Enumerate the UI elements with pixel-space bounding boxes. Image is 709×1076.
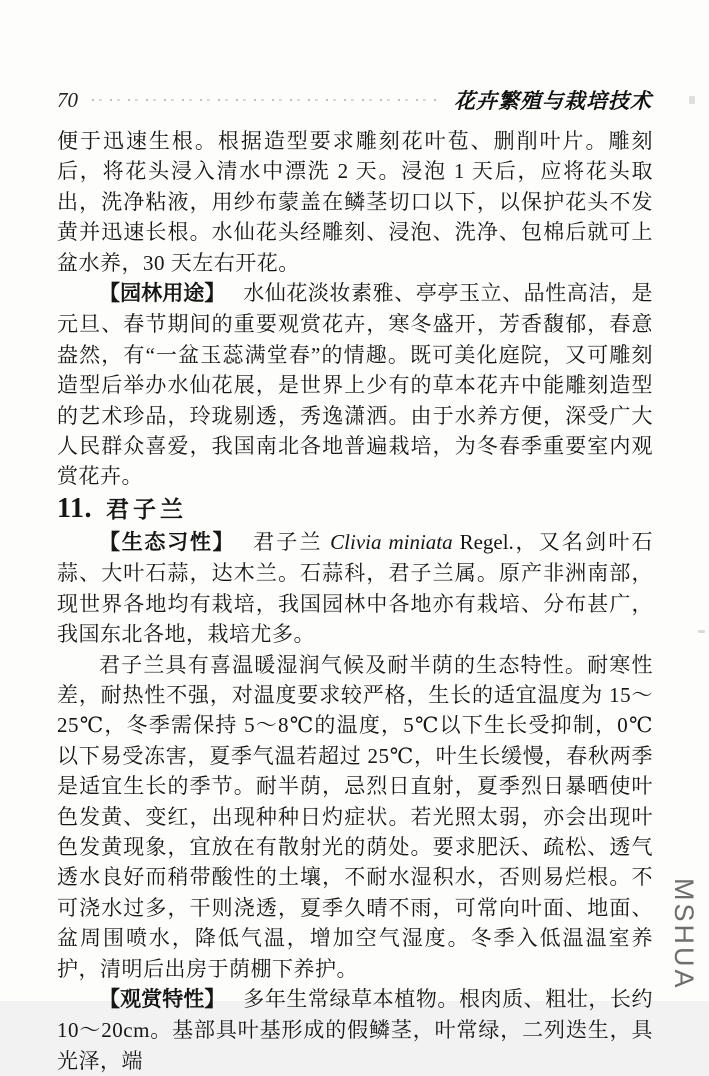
paragraph-ornamental-text: 多年生常绿草本植物。根肉质、粗壮，长约 10～20cm。基部具叶基形成的假鳞茎，叶常绿，二列迭生，具光泽，端 — [57, 986, 654, 1073]
scan-artifact — [698, 630, 705, 633]
section-heading-clivia — [57, 492, 653, 527]
label-ecological-habit: 【生态习性】 — [99, 530, 236, 554]
latin-author-name: Regel. — [452, 529, 514, 554]
paragraph-ecological-lead: 君子兰 — [253, 529, 331, 554]
paragraph-growth-conditions: 君子兰具有喜温暖湿润气候及耐半荫的生态特性。耐寒性差，耐热性不强，对温度要求较严格，生长的适宜温度为 15～25℃，冬季需保持 5～8℃的温度，5℃以下生长受抑制，0℃以下易受冻害，夏季气温若超过 25℃，叶生长缓慢，春秋两季是适宜生长的季节。耐半荫，忌烈日直射，夏季烈日暴晒使叶色发黄、变红，出现种种日灼症状。若光照太弱，亦会出现叶色发黄现象，宜放在有散射光的荫处。要求肥沃、疏松、透气透水良好而稍带酸性的土壤，不耐水湿积水，否则易烂根。不可浇水过多，干则浇透，夏季久晴不雨，可常向叶面、地面、盆周围喷水，降低气温，增加空气湿度。冬季入低温温室养护，清明后出房于荫棚下养护。 — [57, 652, 653, 981]
watermark-mshua: MSHUA — [669, 878, 699, 991]
page-number: 70 — [57, 87, 78, 112]
body-text-column — [57, 126, 653, 1076]
latin-species-name: Clivia miniata — [330, 529, 453, 554]
paragraph-garden-use-text: 水仙花淡妆素雅、亭亭玉立、品性高洁，是元旦、春节期间的重要观赏花卉，寒冬盛开，芳香馥郁，春意盎然，有“一盆玉蕊满堂春”的情趣。既可美化庭院，又可雕刻造型后举办水仙花展，是世界上少有的草本花卉中能雕刻造型的艺术珍品，玲珑剔透，秀逸潇洒。由于水养方便，深受广大人民群众喜爱，我国南北各地普遍栽培，为冬春季重要室内观赏花卉。 — [57, 281, 654, 489]
page-header — [57, 88, 652, 112]
section-number: 11. — [57, 492, 92, 524]
paragraph-ornamental-traits — [57, 984, 653, 1076]
paragraph-ecological-habit — [57, 527, 653, 650]
section-title: 君子兰 — [105, 495, 187, 522]
label-garden-use: 【园林用途】 — [99, 282, 226, 306]
paragraph-narcissus-carving: 便于迅速生根。根据造型要求雕刻花叶苞、删削叶片。雕刻后，将花头浸入清水中漂洗 2 天。浸泡 1 天后，应将花头取出，洗净粘液，用纱布蒙盖在鳞茎切口以下，以保护花头不发黄并迅速长根。水仙花头经雕刻、浸泡、洗净、包棉后就可上盆水养，30 天左右开花。 — [57, 129, 653, 275]
paragraph-garden-use — [57, 278, 653, 492]
paragraph-ecological-text: ，又名剑叶石蒜、大叶石蒜，达木兰。石蒜科，君子兰属。原产非洲南部，现世界各地均有栽培，我国园林中各地亦有栽培、分布甚广，我国东北各地，栽培尤多。 — [57, 529, 654, 647]
label-ornamental-traits: 【观赏特性】 — [99, 987, 226, 1011]
header-dotted-rule — [92, 98, 440, 103]
scan-artifact — [689, 96, 695, 104]
book-title: 花卉繁殖与栽培技术 — [454, 90, 652, 113]
